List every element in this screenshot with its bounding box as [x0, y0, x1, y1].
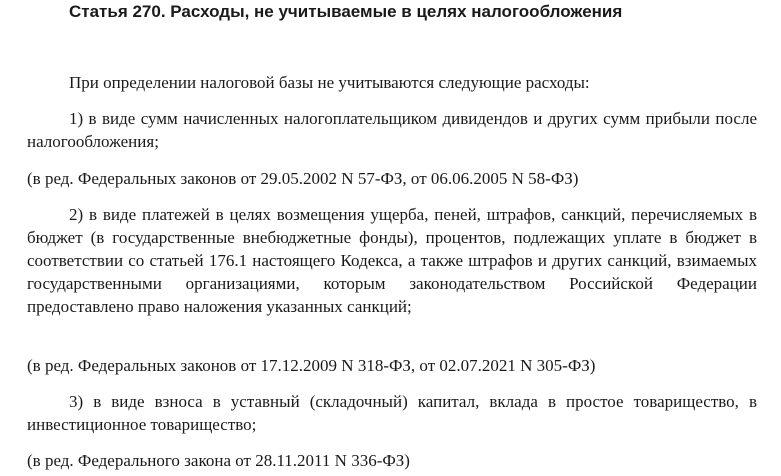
item-3-amendment-note: (в ред. Федерального закона от 28.11.2011 N 336-ФЗ): [27, 451, 410, 470]
item-3-paragraph: 3) в виде взноса в уставный (складочный) капитал, вклада в простое товарищество, в инвестиционное товарищество;: [27, 392, 757, 434]
item-2-paragraph: 2) в виде платежей в целях возмещения ущерба, пеней, штрафов, санкций, перечисляемых в бюджет (в государственные внебюджетные фонды), процентов, подлежащих уплате в бюджет в соответствии со статьей 176.1 настоящего Кодекса, а также штрафов и других санкций, взимаемых государственными организациями, которым законодательством Российской Федерации предоставлено право наложения указанных санкций;: [27, 205, 757, 316]
item-1-amendment-note: (в ред. Федеральных законов от 29.05.2002 N 57-ФЗ, от 06.06.2005 N 58-ФЗ): [27, 169, 579, 188]
intro-paragraph: При определении налоговой базы не учитываются следующие расходы:: [69, 73, 590, 92]
article-title: Статья 270. Расходы, не учитываемые в целях налогообложения: [69, 2, 623, 21]
item-1-paragraph: 1) в виде сумм начисленных налогоплательщиком дивидендов и других сумм прибыли после налогообложения;: [27, 109, 757, 151]
item-2-amendment-note: (в ред. Федеральных законов от 17.12.2009 N 318-ФЗ, от 02.07.2021 N 305-ФЗ): [27, 356, 596, 375]
